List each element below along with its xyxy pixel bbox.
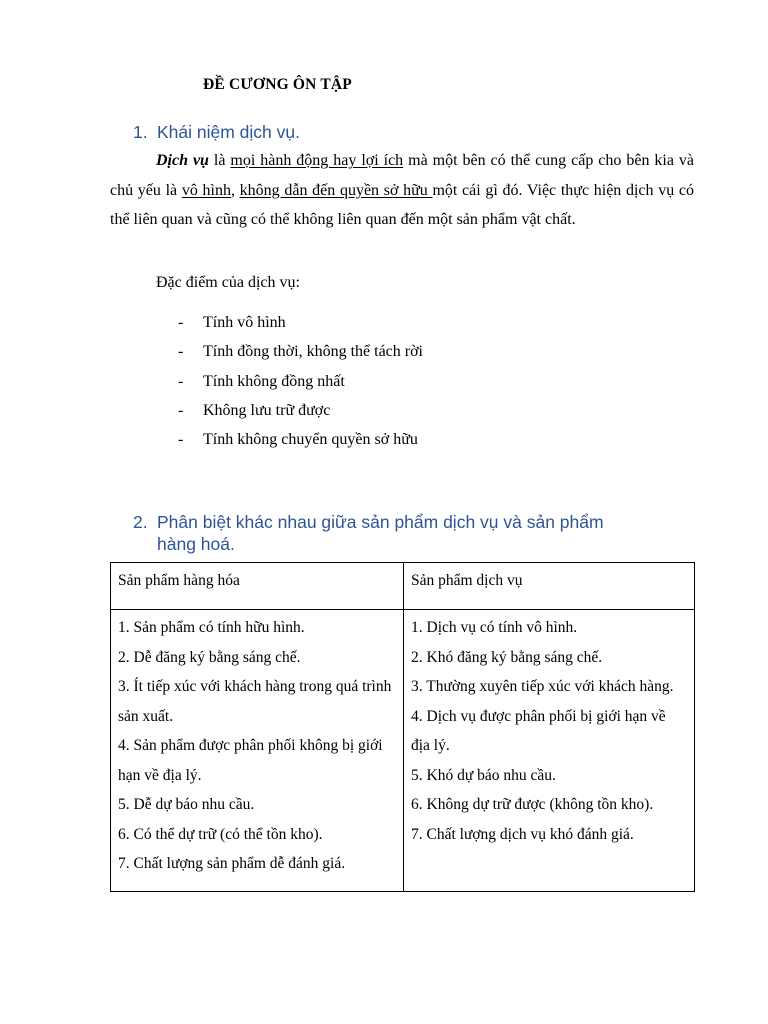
services-item: 5. Khó dự báo nhu cầu. [411, 766, 556, 784]
bullet-dash: - [178, 372, 184, 390]
header-services: Sản phẩm dịch vụ [404, 563, 695, 610]
section-2-number: 2. [133, 512, 148, 532]
goods-cell [111, 610, 404, 892]
feature-text: Tính đồng thời, không thể tách rời [203, 343, 423, 361]
services-item: 1. Dịch vụ có tính vô hình. [411, 619, 578, 636]
features-label: Đặc điểm của dịch vụ: [156, 274, 300, 291]
definition-text-3: , [230, 181, 240, 199]
document-title: ĐỀ CƯƠNG ÔN TẬP [203, 76, 352, 93]
services-item: 4. Dịch vụ được phân phối bị giới hạn về địa lý. [411, 707, 666, 754]
section-2-heading-text-1: Phân biệt khác nhau giữa sản phẩm dịch vụ và sản phẩm [157, 512, 604, 532]
feature-text: Tính không chuyển quyền sở hữu [203, 431, 418, 449]
definition-underline-2: vô hình [181, 181, 231, 199]
definition-term: Dịch vụ [156, 152, 209, 169]
features-list [178, 308, 423, 454]
goods-item: 2. Dễ đăng ký bằng sáng chế. [118, 648, 301, 666]
section-1-number: 1. [133, 122, 148, 142]
definition-text-4: một cái gì đó. Việc thực hiện dịch vụ có thể liên quan và cũng có thể không liên quan đến một sản phẩm vật chất. [110, 181, 695, 228]
table-header-row [111, 563, 695, 610]
goods-item: 1. Sản phẩm có tính hữu hình. [118, 619, 305, 636]
feature-item [178, 425, 423, 454]
section-1-heading [133, 121, 300, 143]
header-goods: Sản phẩm hàng hóa [111, 563, 404, 610]
feature-text: Tính vô hình [203, 314, 286, 331]
definition-underline-1: mọi hành động hay lợi ích [230, 152, 404, 169]
goods-item: 5. Dễ dự báo nhu cầu. [118, 796, 255, 813]
bullet-dash: - [178, 314, 184, 331]
table-row [111, 610, 695, 892]
bullet-dash: - [178, 431, 184, 449]
bullet-dash: - [178, 343, 184, 361]
definition-underline-3: không dẫn đến quyền sở hữu [239, 181, 433, 199]
goods-item: 7. Chất lượng sản phẩm dễ đánh giá. [118, 855, 346, 872]
section-1-heading-text: Khái niệm dịch vụ. [157, 122, 300, 142]
section-2-heading-line-1 [133, 511, 693, 533]
services-cell [404, 610, 695, 892]
feature-item [178, 367, 423, 396]
definition-text-2: mà một bên có thể cung cấp cho bên kia và chủ yếu là [110, 152, 694, 199]
bullet-dash: - [178, 401, 184, 419]
feature-item [178, 308, 423, 337]
comparison-table [110, 562, 695, 892]
goods-item: 4. Sản phẩm được phân phối không bị giới hạn về địa lý. [118, 737, 383, 784]
definition-text-1: là [208, 152, 231, 169]
services-item: 7. Chất lượng dịch vụ khó đánh giá. [411, 825, 634, 843]
feature-text: Tính không đồng nhất [203, 372, 345, 390]
services-item: 6. Không dự trữ được (không tồn kho). [411, 796, 654, 813]
feature-item [178, 396, 423, 425]
section-2-heading [133, 511, 693, 555]
services-item: 3. Thường xuyên tiếp xúc với khách hàng. [411, 678, 674, 695]
goods-item: 3. Ít tiếp xúc với khách hàng trong quá trình sản xuất. [118, 678, 392, 725]
service-definition-paragraph [110, 146, 694, 235]
section-2-heading-line-2: hàng hoá. [157, 534, 235, 554]
services-item: 2. Khó đăng ký bằng sáng chế. [411, 648, 603, 666]
feature-text: Không lưu trữ được [203, 401, 331, 419]
feature-item [178, 337, 423, 366]
goods-item: 6. Có thể dự trữ (có thể tồn kho). [118, 825, 323, 843]
